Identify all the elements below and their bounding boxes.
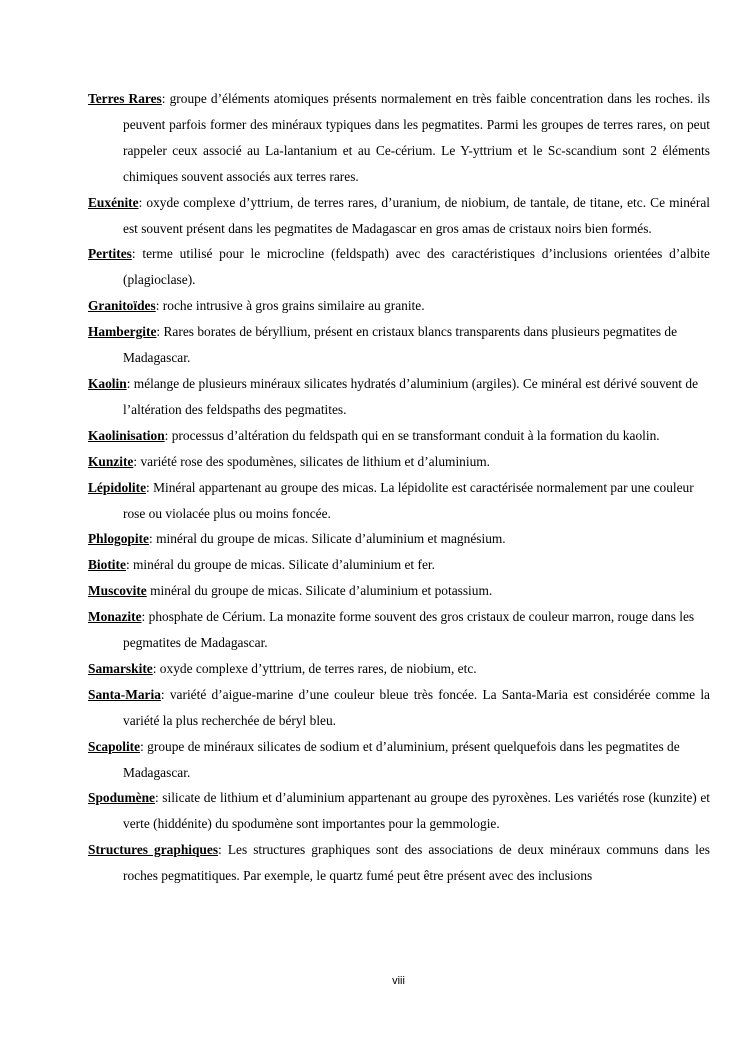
term-separator: : [133,453,138,469]
term-separator: : [146,479,150,495]
term-separator: : [160,686,165,702]
glossary-term: Monazite [88,609,142,625]
term-separator: : [155,298,160,314]
glossary-definition: variété rose des spodumènes, silicates de lithium et d’aluminium. [137,453,491,469]
term-separator: : [218,842,222,858]
term-separator: : [126,375,131,391]
glossary-definition: Minéral appartenant au groupe des micas. La lépidolite est caractérisée normalement par une couleur rose ou violacée plus ou moins foncée. [123,479,694,521]
glossary-entry [88,319,710,371]
glossary-definition: roche intrusive à gros grains similaire au granite. [159,298,425,314]
glossary-definition: mélange de plusieurs minéraux silicates hydratés d’aluminium (argiles). Ce minéral est dérivé souvent de l’altération des feldspaths des pegmatites. [123,375,699,417]
term-separator: : [152,660,157,676]
glossary-entry [88,86,710,190]
glossary-definition: oxyde complexe d’yttrium, de terres rares, d’uranium, de niobium, de tantale, de titane, etc. Ce minéral est souvent présent dans les pegmatites de Madagascar en gros amas de cristaux noirs bien formés. [123,194,710,236]
glossary-term: Euxénite [88,194,139,210]
glossary-entry [88,552,710,578]
glossary-definition: variété d’aigue-marine d’une couleur bleue très foncée. La Santa-Maria est considérée comme la variété la plus recherchée de béryl bleu. [123,686,710,728]
glossary-term: Biotite [88,557,126,573]
glossary-term: Structures graphiques [88,842,219,858]
glossary-entry [88,578,710,604]
glossary-entry [88,190,710,242]
term-separator: : [154,790,159,806]
glossary-entry [88,449,710,475]
glossary-definition: terme utilisé pour le microcline (feldspath) avec des caractéristiques d’inclusions orientées d’albite (plagioclase). [123,246,710,288]
glossary-entry [88,837,710,889]
page-number: viii [392,975,405,987]
glossary-term: Kaolin [88,375,127,391]
glossary-list [88,86,710,889]
glossary-term: Lépidolite [88,479,147,495]
glossary-term: Phlogopite [88,531,150,547]
glossary-definition: oxyde complexe d’yttrium, de terres rares, de niobium, etc. [156,660,477,676]
glossary-term: Scapolite [88,738,141,754]
glossary-definition: Rares borates de béryllium, présent en cristaux blancs transparents dans plusieurs pegmatites de Madagascar. [123,324,678,366]
term-separator: : [164,427,169,443]
term-separator: : [161,91,166,106]
glossary-entry [88,475,710,527]
glossary-entry [88,785,710,837]
glossary-entry [88,371,710,423]
glossary-entry [88,734,710,786]
glossary-definition: groupe d’éléments atomiques présents normalement en très faible concentration dans les roches. ils peuvent parfois former des minéraux typiques dans les pegmatites. Parmi les groupes de terres rares, on peut rappeler ceux associé au La-lantanium et au Ce-cérium. Le Y-yttrium et le Sc-scandium sont 2 éléments chimiques souvent associés aux terres rares. [123,91,710,184]
glossary-definition: minéral du groupe de micas. Silicate d’aluminium et potassium. [146,583,493,599]
glossary-definition: groupe de minéraux silicates de sodium et d’aluminium, présent quelquefois dans les pegmatites de Madagascar. [123,738,680,780]
glossary-definition: processus d’altération du feldspath qui en se transformant conduit à la formation du kaolin. [168,427,660,443]
glossary-term: Spodumène [88,790,155,806]
glossary-definition: minéral du groupe de micas. Silicate d’aluminium et magnésium. [152,531,506,547]
term-separator: : [125,557,130,573]
term-separator: : [140,738,144,754]
glossary-entry [88,241,710,293]
term-separator: : [131,246,136,262]
glossary-entry [88,293,710,319]
glossary-definition: minéral du groupe de micas. Silicate d’aluminium et fer. [129,557,435,573]
glossary-term: Kaolinisation [88,427,165,443]
term-separator: : [149,531,153,547]
glossary-entry [88,604,710,656]
glossary-term: Muscovite [88,583,147,599]
glossary-term: Hambergite [88,324,157,340]
glossary-entry [88,423,710,449]
glossary-definition: silicate de lithium et d’aluminium appartenant au groupe des pyroxènes. Les variétés rose (kunzite) et verte (hiddénite) du spodumène sont importantes pour la gemmologie. [123,790,710,832]
glossary-entry [88,656,710,682]
glossary-definition: Les structures graphiques sont des associations de deux minéraux communs dans les roches pegmatitiques. Par exemple, le quartz fumé peut être présent avec des inclusions [123,842,710,884]
glossary-term: Pertites [88,246,132,262]
glossary-term: Santa-Maria [88,686,161,702]
glossary-entry [88,682,710,734]
glossary-term: Terres Rares [88,91,162,106]
term-separator: : [138,194,143,210]
glossary-term: Samarskite [88,660,153,676]
term-separator: : [156,324,161,340]
glossary-term: Granitoïdes [88,298,156,314]
glossary-term: Kunzite [88,453,134,469]
glossary-definition: phosphate de Cérium. La monazite forme souvent des gros cristaux de couleur marron, rouge dans les pegmatites de Madagascar. [123,609,695,651]
glossary-entry [88,526,710,552]
term-separator: : [141,609,146,625]
